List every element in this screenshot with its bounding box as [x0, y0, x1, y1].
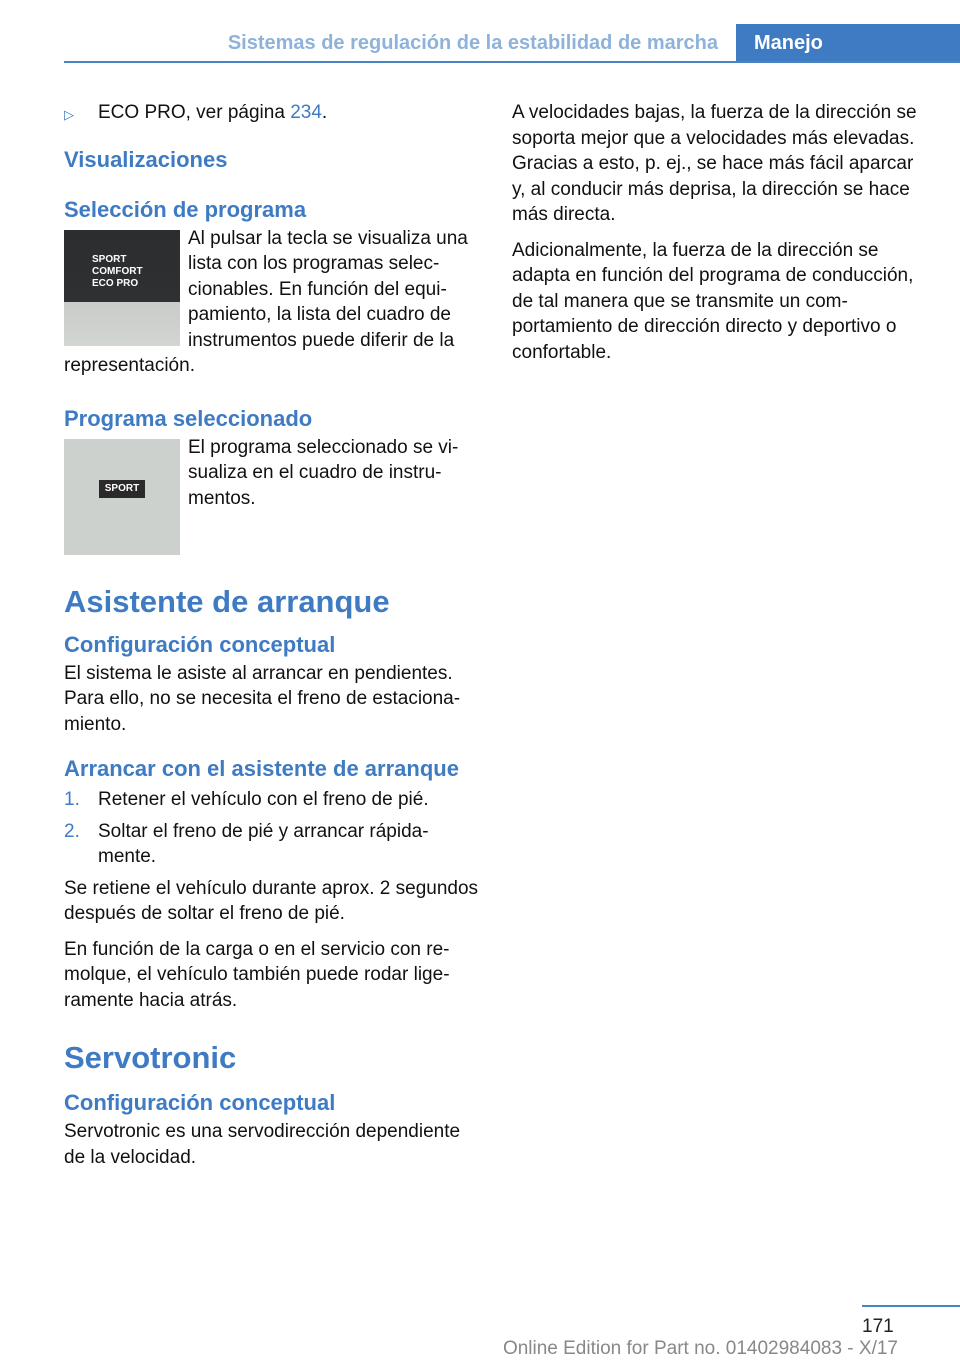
- heading-programa-seleccionado: Programa seleccionado: [64, 405, 313, 431]
- sport-badge: SPORT: [99, 480, 145, 498]
- step-text: Retener el vehículo con el freno de pié.: [98, 789, 429, 810]
- bullet-text: ECO PRO, ver página: [98, 102, 291, 123]
- right-paragraph-1: A velocidades bajas, la fuerza de la dirección se soporta mejor que a velocidades más elevadas. Gracias a esto, p. ej., se hace más fácil aparcar y, al conducir más deprisa, la dirección se hace más directa.: [512, 102, 917, 225]
- selected-program-image: [64, 439, 180, 555]
- menu-item-eco-pro: ECO PRO: [92, 277, 139, 289]
- config1-text: El sistema le asiste al arrancar en pendientes. Para ello, no se necesita el freno de estacionamiento.: [64, 662, 461, 735]
- seleccionado-text: El programa seleccionado se visualiza en el cuadro de instrumentos.: [188, 436, 459, 509]
- tab-manejo[interactable]: Manejo: [736, 24, 960, 63]
- footer-divider: [862, 1305, 960, 1307]
- heading-arrancar: Arrancar con el asistente de arranque: [64, 756, 459, 781]
- header-section-title: Sistemas de regulación de la estabilidad de marcha: [227, 32, 718, 54]
- heading-visualizaciones: Visualizaciones: [64, 146, 228, 172]
- right-column: [512, 100, 928, 375]
- page-number: 171: [862, 1316, 894, 1337]
- seleccion-block: [64, 226, 480, 379]
- right-paragraph-2: Adicionalmente, la fuerza de la dirección se adapta en función del programa de conducción, de tal manera que se transmite un comportamiento de dirección directo y deportivo o confortable.: [512, 239, 914, 363]
- heading-configuracion-2: Configuración conceptual: [64, 1090, 336, 1115]
- edition-note: Online Edition for Part no. 01402984083 - X/17: [502, 1338, 898, 1359]
- page-link[interactable]: 234: [290, 102, 322, 123]
- menu-item-comfort: COMFORT: [92, 265, 143, 277]
- seleccionado-block: [64, 435, 480, 555]
- retiene-text: Se retiene el vehículo durante aprox. 2 segundos después de soltar el freno de pié.: [64, 877, 479, 924]
- heading-servotronic: Servotronic: [64, 1040, 237, 1075]
- heading-configuracion-1: Configuración conceptual: [64, 631, 336, 657]
- list-item: [64, 787, 480, 813]
- steps-list: [64, 787, 480, 870]
- list-item: [64, 819, 480, 870]
- seleccion-text: Al pulsar la tecla se visualiza una lista con los programas seleccionables. En función del equipamiento, la lista del cuadro de instrumentos puede diferir de la representación.: [64, 227, 468, 376]
- bullet-eco-pro: [64, 100, 480, 128]
- header-divider: [64, 61, 960, 63]
- heading-asistente-arranque: Asistente de arranque: [64, 583, 390, 619]
- carga-text: En función de la carga o en el servicio con remolque, el vehículo también puede rodar ligeramente hacia atrás.: [64, 938, 450, 1011]
- step-number: 2.: [64, 820, 80, 842]
- servotronic-text: Servotronic es una servodirección dependiente de la velocidad.: [64, 1121, 461, 1168]
- menu-item-sport: SPORT: [92, 253, 127, 265]
- bullet-suffix: .: [321, 102, 328, 123]
- step-text: Soltar el freno de pié y arrancar rápidamente.: [98, 820, 429, 867]
- left-column: [64, 100, 480, 1180]
- triangle-bullet-icon: ▷: [64, 107, 74, 122]
- step-number: 1.: [64, 789, 80, 810]
- program-menu-image: [64, 230, 180, 346]
- heading-seleccion-programa: Selección de programa: [64, 196, 307, 222]
